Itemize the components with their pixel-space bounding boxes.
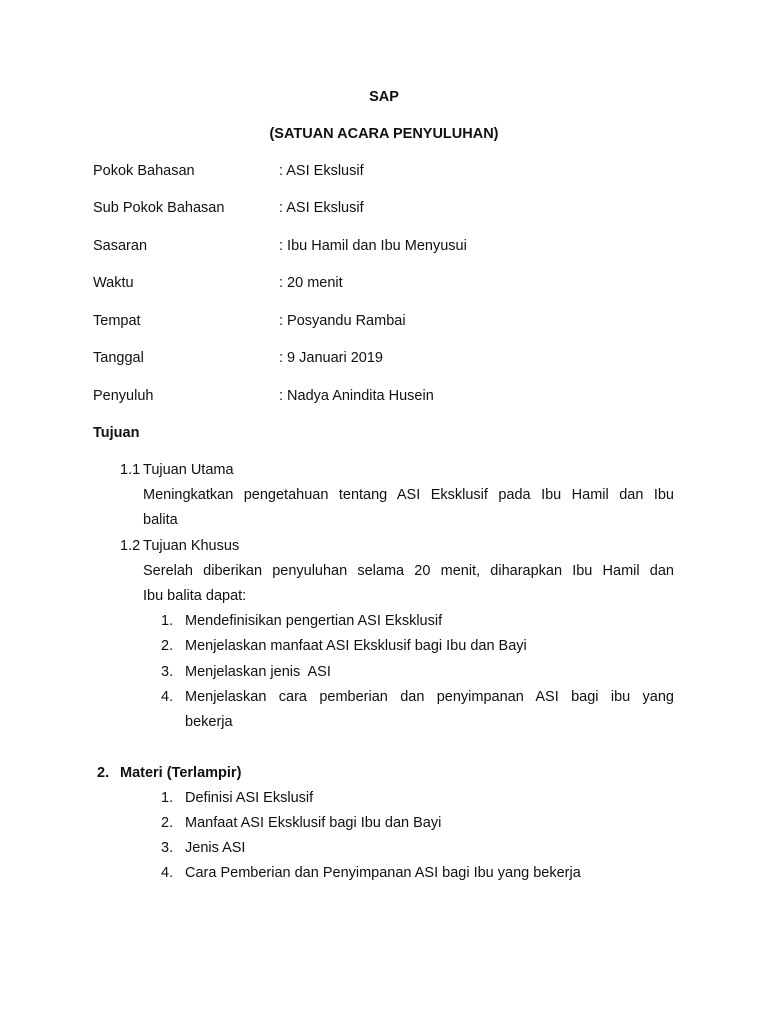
khusus-item-number: 1. (161, 613, 174, 629)
tujuan-khusus-text-line2: Ibu balita dapat: (143, 588, 247, 604)
khusus-item-number: 4. (161, 689, 174, 705)
info-label-sasaran: Sasaran (93, 238, 148, 254)
khusus-item-text: Mendefinisikan pengertian ASI Eksklusif (185, 613, 443, 629)
tujuan-utama-text-line2: balita (143, 512, 178, 528)
info-value-tempat: : Posyandu Rambai (279, 313, 406, 329)
info-label-pokok-bahasan: Pokok Bahasan (93, 163, 195, 179)
khusus-item-text-line1: Menjelaskan cara pemberian dan penyimpanan ASI bagi ibu yang (185, 689, 674, 705)
doc-title: SAP (369, 89, 399, 105)
info-value-pokok-bahasan: : ASI Ekslusif (279, 163, 364, 179)
materi-item-text: Manfaat ASI Eksklusif bagi Ibu dan Bayi (185, 815, 442, 831)
tujuan-utama-number: 1.1 (120, 462, 141, 478)
info-value-sub-pokok-bahasan: : ASI Ekslusif (279, 200, 364, 216)
materi-item-text: Cara Pemberian dan Penyimpanan ASI bagi Ibu yang bekerja (185, 865, 581, 881)
info-value-sasaran: : Ibu Hamil dan Ibu Menyusui (279, 238, 467, 254)
tujuan-khusus-text-line1: Serelah diberikan penyuluhan selama 20 menit, diharapkan Ibu Hamil dan (143, 563, 674, 579)
khusus-item-text-line2: bekerja (185, 714, 233, 730)
materi-item-number: 2. (161, 815, 174, 831)
info-label-tempat: Tempat (93, 313, 141, 329)
tujuan-khusus-number: 1.2 (120, 538, 141, 554)
info-label-tanggal: Tanggal (93, 350, 144, 366)
khusus-item-number: 2. (161, 638, 174, 654)
materi-item-number: 4. (161, 865, 174, 881)
materi-item-text: Definisi ASI Ekslusif (185, 790, 314, 806)
info-label-waktu: Waktu (93, 275, 134, 291)
doc-subtitle: (SATUAN ACARA PENYULUHAN) (269, 126, 499, 142)
materi-item-text: Jenis ASI (185, 840, 246, 856)
materi-item-number: 1. (161, 790, 174, 806)
tujuan-utama-text-line1: Meningkatkan pengetahuan tentang ASI Eksklusif pada Ibu Hamil dan Ibu (143, 487, 674, 503)
info-value-penyuluh: : Nadya Anindita Husein (279, 388, 434, 404)
info-value-waktu: : 20 menit (279, 275, 343, 291)
materi-heading: Materi (Terlampir) (120, 765, 242, 781)
khusus-item-text: Menjelaskan jenis ASI (185, 664, 331, 680)
tujuan-utama-title: Tujuan Utama (143, 462, 234, 478)
tujuan-heading: Tujuan (93, 425, 140, 441)
khusus-item-number: 3. (161, 664, 174, 680)
materi-number: 2. (97, 765, 110, 781)
tujuan-khusus-title: Tujuan Khusus (143, 538, 240, 554)
info-value-tanggal: : 9 Januari 2019 (279, 350, 383, 366)
materi-item-number: 3. (161, 840, 174, 856)
info-label-penyuluh: Penyuluh (93, 388, 154, 404)
khusus-item-text: Menjelaskan manfaat ASI Eksklusif bagi Ibu dan Bayi (185, 638, 527, 654)
info-label-sub-pokok-bahasan: Sub Pokok Bahasan (93, 200, 225, 216)
